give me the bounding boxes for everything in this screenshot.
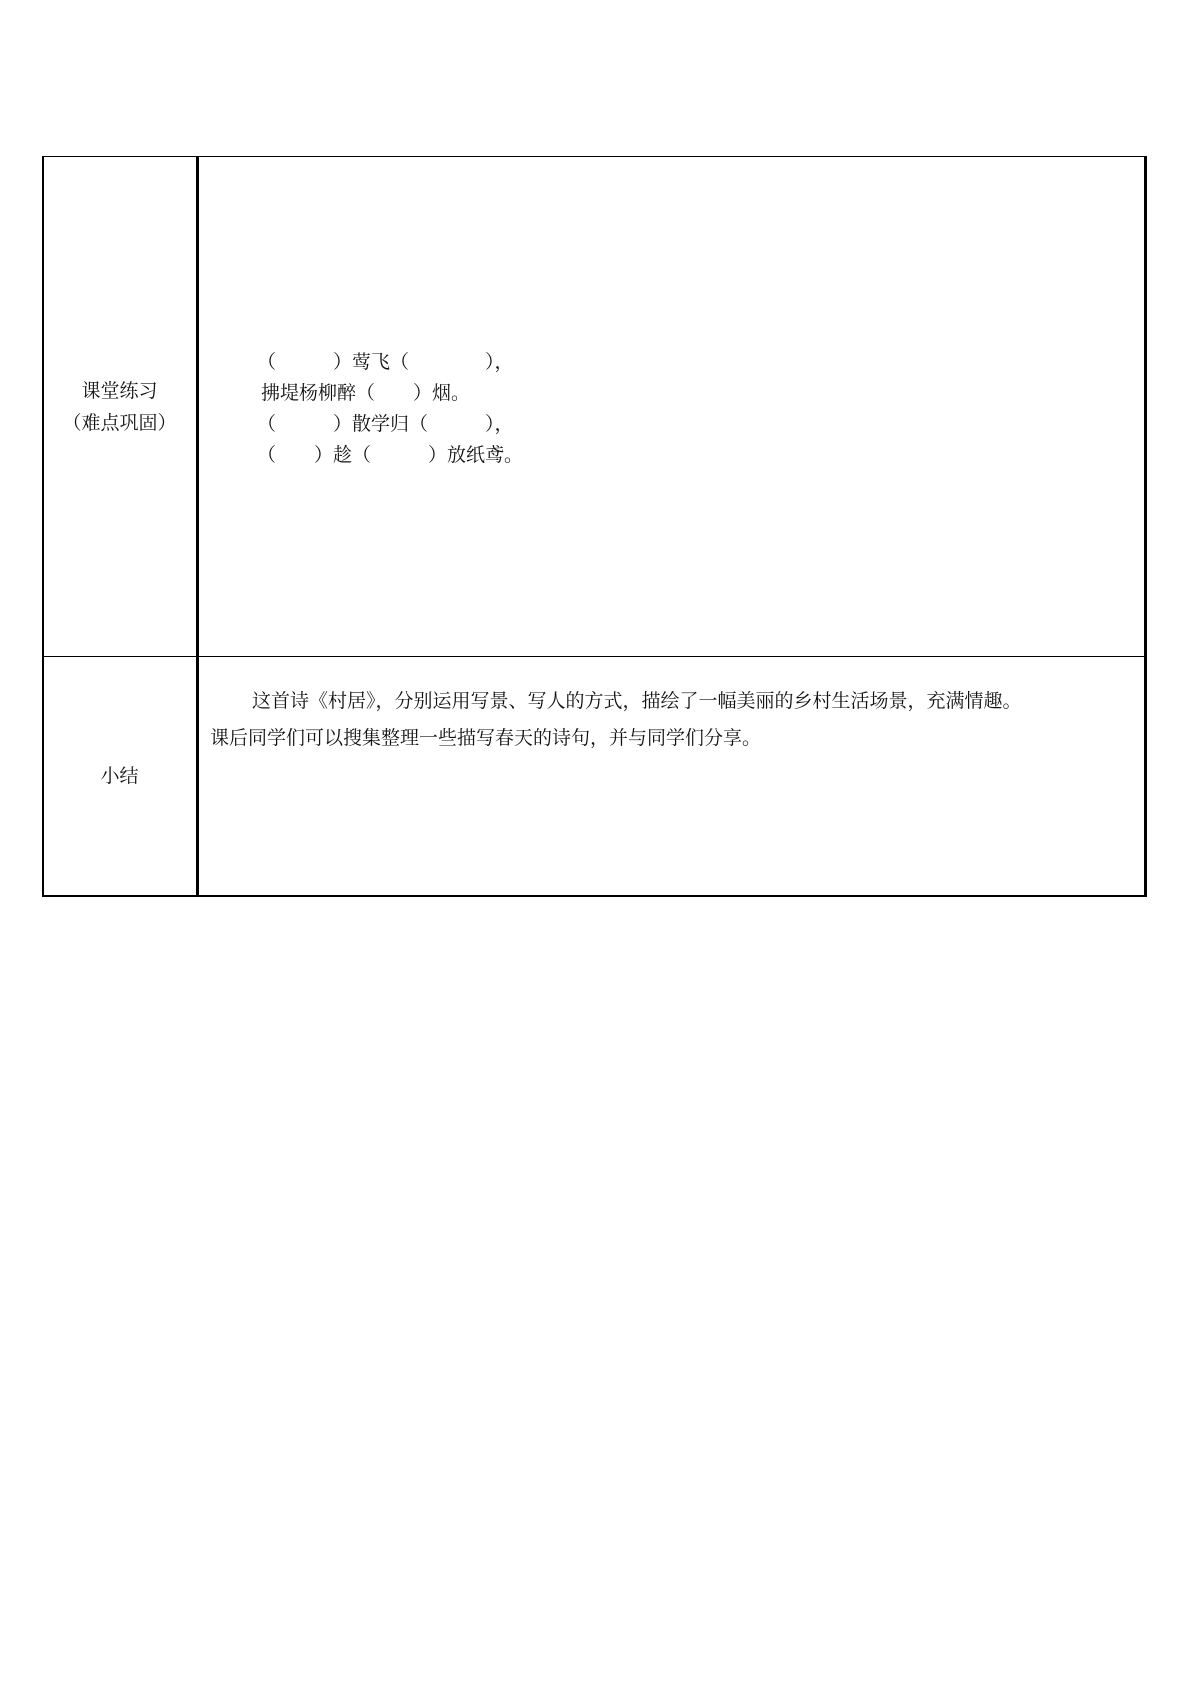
summary-paragraph-line-2: 课后同学们可以搜集整理一些描写春天的诗句，并与同学们分享。 — [210, 727, 762, 749]
fill-in-line-2: 拂堤杨柳醉（ ）烟。 — [261, 382, 471, 404]
lesson-table — [42, 156, 1147, 897]
table-bottom-border — [42, 895, 1147, 897]
practice-label-subtitle: （难点巩固） — [62, 412, 177, 434]
table-right-border — [1144, 156, 1147, 897]
summary-label: 小结 — [100, 765, 139, 787]
practice-label — [42, 375, 197, 439]
fill-in-line-3: （ ）散学归（ ）， — [257, 413, 514, 435]
practice-label-title: 课堂练习 — [81, 380, 158, 402]
summary-paragraph-line-1: 这首诗《村居》，分别运用写景、写人的方式，描绘了一幅美丽的乡村生活场景，充满情趣。 — [252, 690, 1022, 712]
fill-in-line-4: （ ）趁（ ）放纸鸢。 — [257, 444, 524, 466]
fill-in-line-1: （ ）莺飞（ ）， — [257, 351, 514, 373]
row-divider — [42, 656, 1147, 657]
table-top-border — [42, 156, 1147, 157]
